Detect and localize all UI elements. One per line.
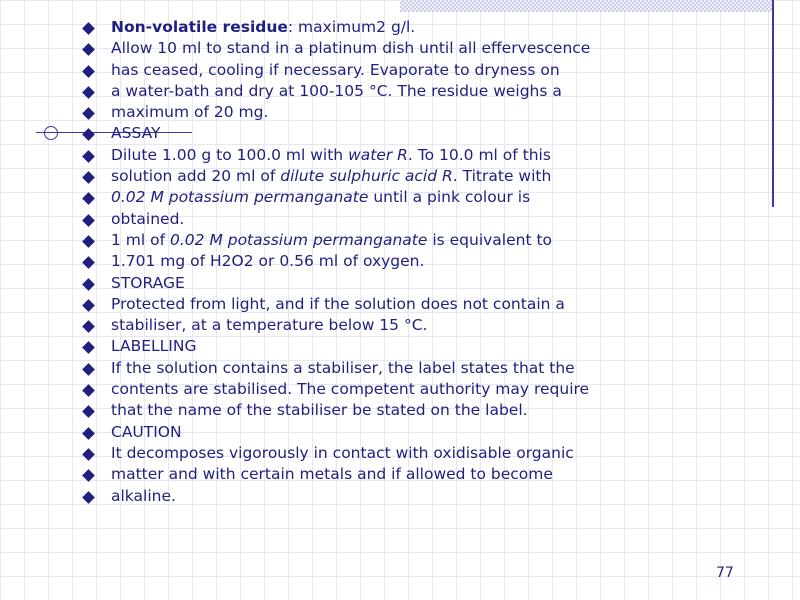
text-segment: dilute sulphuric acid R [280, 167, 453, 186]
bullet-text [111, 209, 184, 230]
diamond-bullet-icon [82, 193, 95, 206]
top-pattern-band [400, 0, 772, 12]
text-segment: is equivalent to [427, 230, 553, 249]
diamond-bullet-icon [82, 235, 95, 248]
diamond-bullet-icon [82, 150, 95, 163]
decorative-vertical-line [772, 0, 774, 207]
bullet-text [111, 464, 553, 485]
text-segment: until a pink colour is [368, 188, 531, 207]
text-segment: water R [348, 145, 408, 164]
bullet-line [84, 358, 604, 379]
bullet-text [111, 315, 427, 336]
bullet-text [111, 38, 590, 59]
text-segment: Allow 10 ml to stand in a platinum dish until all effervescence [111, 39, 591, 58]
bullet-text [111, 123, 160, 144]
text-segment: alkaline. [111, 486, 176, 505]
bullet-text [111, 145, 551, 166]
bullet-text [111, 17, 415, 38]
bullet-line [84, 294, 604, 315]
bullet-line [84, 464, 604, 485]
bullet-line [84, 187, 604, 208]
bullet-line [84, 81, 604, 102]
diamond-bullet-icon [82, 384, 95, 397]
bullet-line [84, 273, 604, 294]
diamond-bullet-icon [82, 427, 95, 440]
diamond-bullet-icon [82, 107, 95, 120]
text-segment: CAUTION [111, 422, 182, 441]
bullet-text [111, 251, 424, 272]
diamond-bullet-icon [82, 22, 95, 35]
bullet-text [111, 443, 574, 464]
bullet-line [84, 123, 604, 144]
text-segment: has ceased, cooling if necessary. Evaporate to dryness on [111, 60, 560, 79]
text-segment: that the name of the stabiliser be stated on the label. [111, 401, 528, 420]
bullet-text [111, 273, 185, 294]
bullet-text [111, 166, 551, 187]
text-segment: stabiliser, at a temperature below 15 °C. [111, 316, 428, 335]
diamond-bullet-icon [82, 278, 95, 291]
bullet-line [84, 251, 604, 272]
text-segment: contents are stabilised. The competent authority may require [111, 380, 590, 399]
diamond-bullet-icon [82, 256, 95, 269]
text-segment: matter and with certain metals and if allowed to become [111, 465, 553, 484]
bullet-text [111, 102, 268, 123]
bullet-line [84, 17, 604, 38]
diamond-bullet-icon [82, 469, 95, 482]
bullet-line [84, 443, 604, 464]
text-segment: Protected from light, and if the solution does not contain a [111, 294, 565, 313]
bullet-text [111, 60, 560, 81]
text-segment: . To 10.0 ml of this [407, 145, 551, 164]
bullet-text [111, 486, 176, 507]
bullet-list [84, 17, 604, 507]
diamond-bullet-icon [82, 448, 95, 461]
bullet-text [111, 187, 530, 208]
bullet-line [84, 379, 604, 400]
bullet-text [111, 379, 589, 400]
diamond-bullet-icon [82, 299, 95, 312]
text-segment: a water-bath and dry at 100-105 °C. The residue weighs a [111, 81, 562, 100]
bullet-line [84, 336, 604, 357]
diamond-bullet-icon [82, 129, 95, 142]
bullet-text [111, 81, 562, 102]
diamond-bullet-icon [82, 65, 95, 78]
diamond-bullet-icon [82, 214, 95, 227]
diamond-bullet-icon [82, 171, 95, 184]
text-segment: Dilute 1.00 g to 100.0 ml with [111, 145, 349, 164]
bullet-line [84, 60, 604, 81]
bullet-text [111, 336, 196, 357]
text-segment: If the solution contains a stabiliser, the label states that the [111, 358, 575, 377]
text-segment: : maximum2 g/l. [287, 18, 416, 36]
text-segment: Non-volatile residue [111, 18, 288, 36]
bullet-text [111, 294, 565, 315]
bullet-line [84, 422, 604, 443]
text-segment: 0.02 M potassium permanganate [170, 230, 428, 249]
bullet-line [84, 486, 604, 507]
diamond-bullet-icon [82, 342, 95, 355]
decorative-circle [44, 126, 58, 140]
text-segment: 1.701 mg of H2O2 or 0.56 ml of oxygen. [111, 252, 425, 271]
page-number: 77 [716, 565, 734, 581]
bullet-line [84, 38, 604, 59]
diamond-bullet-icon [82, 86, 95, 99]
diamond-bullet-icon [82, 43, 95, 56]
text-segment: 0.02 M potassium permanganate [111, 188, 369, 207]
text-segment: 1 ml of [111, 230, 170, 249]
bullet-line [84, 145, 604, 166]
bullet-line [84, 209, 604, 230]
diamond-bullet-icon [82, 320, 95, 333]
bullet-text [111, 230, 552, 251]
diamond-bullet-icon [82, 363, 95, 376]
bullet-text [111, 422, 182, 443]
diamond-bullet-icon [82, 491, 95, 504]
diamond-bullet-icon [82, 405, 95, 418]
text-segment: obtained. [111, 209, 185, 228]
text-segment: ASSAY [111, 124, 161, 143]
text-segment: maximum of 20 mg. [111, 103, 269, 122]
text-segment: . Titrate with [452, 167, 552, 186]
bullet-line [84, 230, 604, 251]
text-segment: LABELLING [111, 337, 197, 356]
bullet-line [84, 315, 604, 336]
bullet-text [111, 358, 575, 379]
text-segment: It decomposes vigorously in contact with oxidisable organic [111, 443, 574, 462]
text-segment: STORAGE [111, 273, 185, 292]
bullet-line [84, 166, 604, 187]
bullet-line [84, 102, 604, 123]
bullet-text [111, 400, 528, 421]
bullet-line [84, 400, 604, 421]
text-segment: solution add 20 ml of [111, 167, 281, 186]
